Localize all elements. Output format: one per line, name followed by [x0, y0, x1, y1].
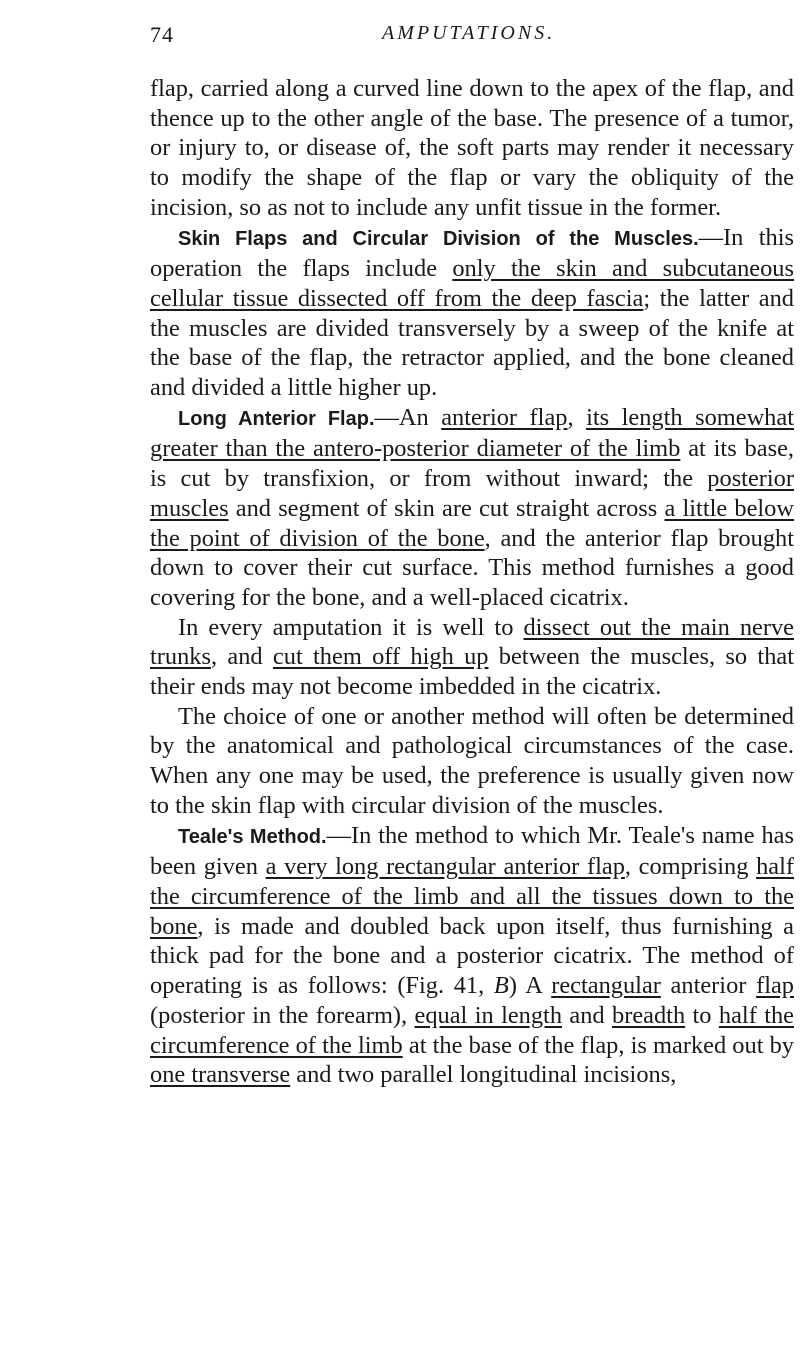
- underlined-passage: its length somewhat greater than the antero-posterior diameter of the limb: [150, 403, 794, 463]
- paragraph-long-anterior-flap: Long Anterior Flap.—An anterior flap, its length somewhat greater than the antero-posterior diameter of the limb at its base, is cut by transfixion, or from without inward; the posterior muscles and segment of skin are cut straight across a little below the point of division of the bone, and the anterior flap brought down to cover their cut surface. This method furnishes a good covering for the bone, and a well-placed cicatrix.: [150, 403, 794, 611]
- underlined-passage: only the skin and subcutaneous cellular tissue dissected off from the deep fascia: [150, 255, 794, 312]
- figure-letter: B: [493, 972, 509, 1000]
- running-title: AMPUTATIONS.: [382, 22, 556, 44]
- section-heading-teales-method: Teale's Method.: [178, 825, 327, 848]
- paragraph-choice-of-method: The choice of one or another method will often be determined by the anatomical and pathological circumstances of the case. When any one may be used, the preference is usually given now to the skin flap with circular division of the muscles.: [150, 702, 794, 819]
- underlined-passage: half the circumference of the limb: [150, 1001, 794, 1059]
- underlined-passage: a little below the point of division of the bone: [150, 494, 794, 552]
- section-heading-skin-flaps: Skin Flaps and Circular Division of the Muscles.: [178, 227, 699, 250]
- underlined-passage: breadth: [612, 1001, 686, 1029]
- running-head: [150, 22, 790, 52]
- paragraph-teales-method: Teale's Method.—In the method to which Mr. Teale's name has been given a very long rectangular anterior flap, comprising half the circumference of the limb and all the tissues down to the bone, is made and doubled back upon itself, thus furnishing a thick pad for the bone and a posterior cicatrix. The method of operating is as follows: (Fig. 41, B) A rectangular anterior flap (posterior in the forearm), equal in length and breadth to half the circumference of the limb at the base of the flap, is marked out by one transverse and two parallel longitudinal incisions,: [150, 821, 795, 1089]
- paragraph-flap-continuation: flap, carried along a curved line down to the apex of the flap, and thence up to the other angle of the base. The presence of a tumor, or injury to, or disease of, the soft parts may render it necessary to modify the shape of the flap or vary the obliquity of the incision, so as not to include any unfit tissue in the former.: [150, 75, 794, 221]
- underlined-passage: rectangular: [551, 972, 661, 1000]
- underlined-passage: cut them off high up: [272, 643, 489, 671]
- page-number: 74: [150, 22, 174, 47]
- underlined-passage: half the circumference of the limb and all the tissues down to the bone: [150, 853, 794, 940]
- underlined-passage: flap: [756, 972, 794, 1000]
- underlined-passage: dissect out the main nerve trunks: [150, 613, 794, 671]
- underlined-passage: anterior flap: [441, 403, 568, 431]
- paragraph-skin-flaps: Skin Flaps and Circular Division of the Muscles.—In this operation the flaps include only the skin and subcutaneous cellular tissue dissected off from the deep fascia; the latter and the muscles are divided transversely by a sweep of the knife at the base of the flap, the retractor applied, and the bone cleaned and divided a little higher up.: [150, 223, 795, 402]
- paragraph-nerve-trunks: In every amputation it is well to dissect out the main nerve trunks, and cut them off high up between the muscles, so that their ends may not become imbedded in the cicatrix.: [150, 613, 794, 701]
- underlined-passage: equal in length: [414, 1001, 563, 1029]
- body-text: [150, 74, 794, 1090]
- section-heading-long-anterior-flap: Long Anterior Flap.: [178, 407, 375, 430]
- underlined-passage: a very long rectangular anterior flap: [265, 853, 625, 881]
- underlined-passage: posterior muscles: [150, 465, 794, 522]
- underlined-passage: one transverse: [150, 1061, 291, 1089]
